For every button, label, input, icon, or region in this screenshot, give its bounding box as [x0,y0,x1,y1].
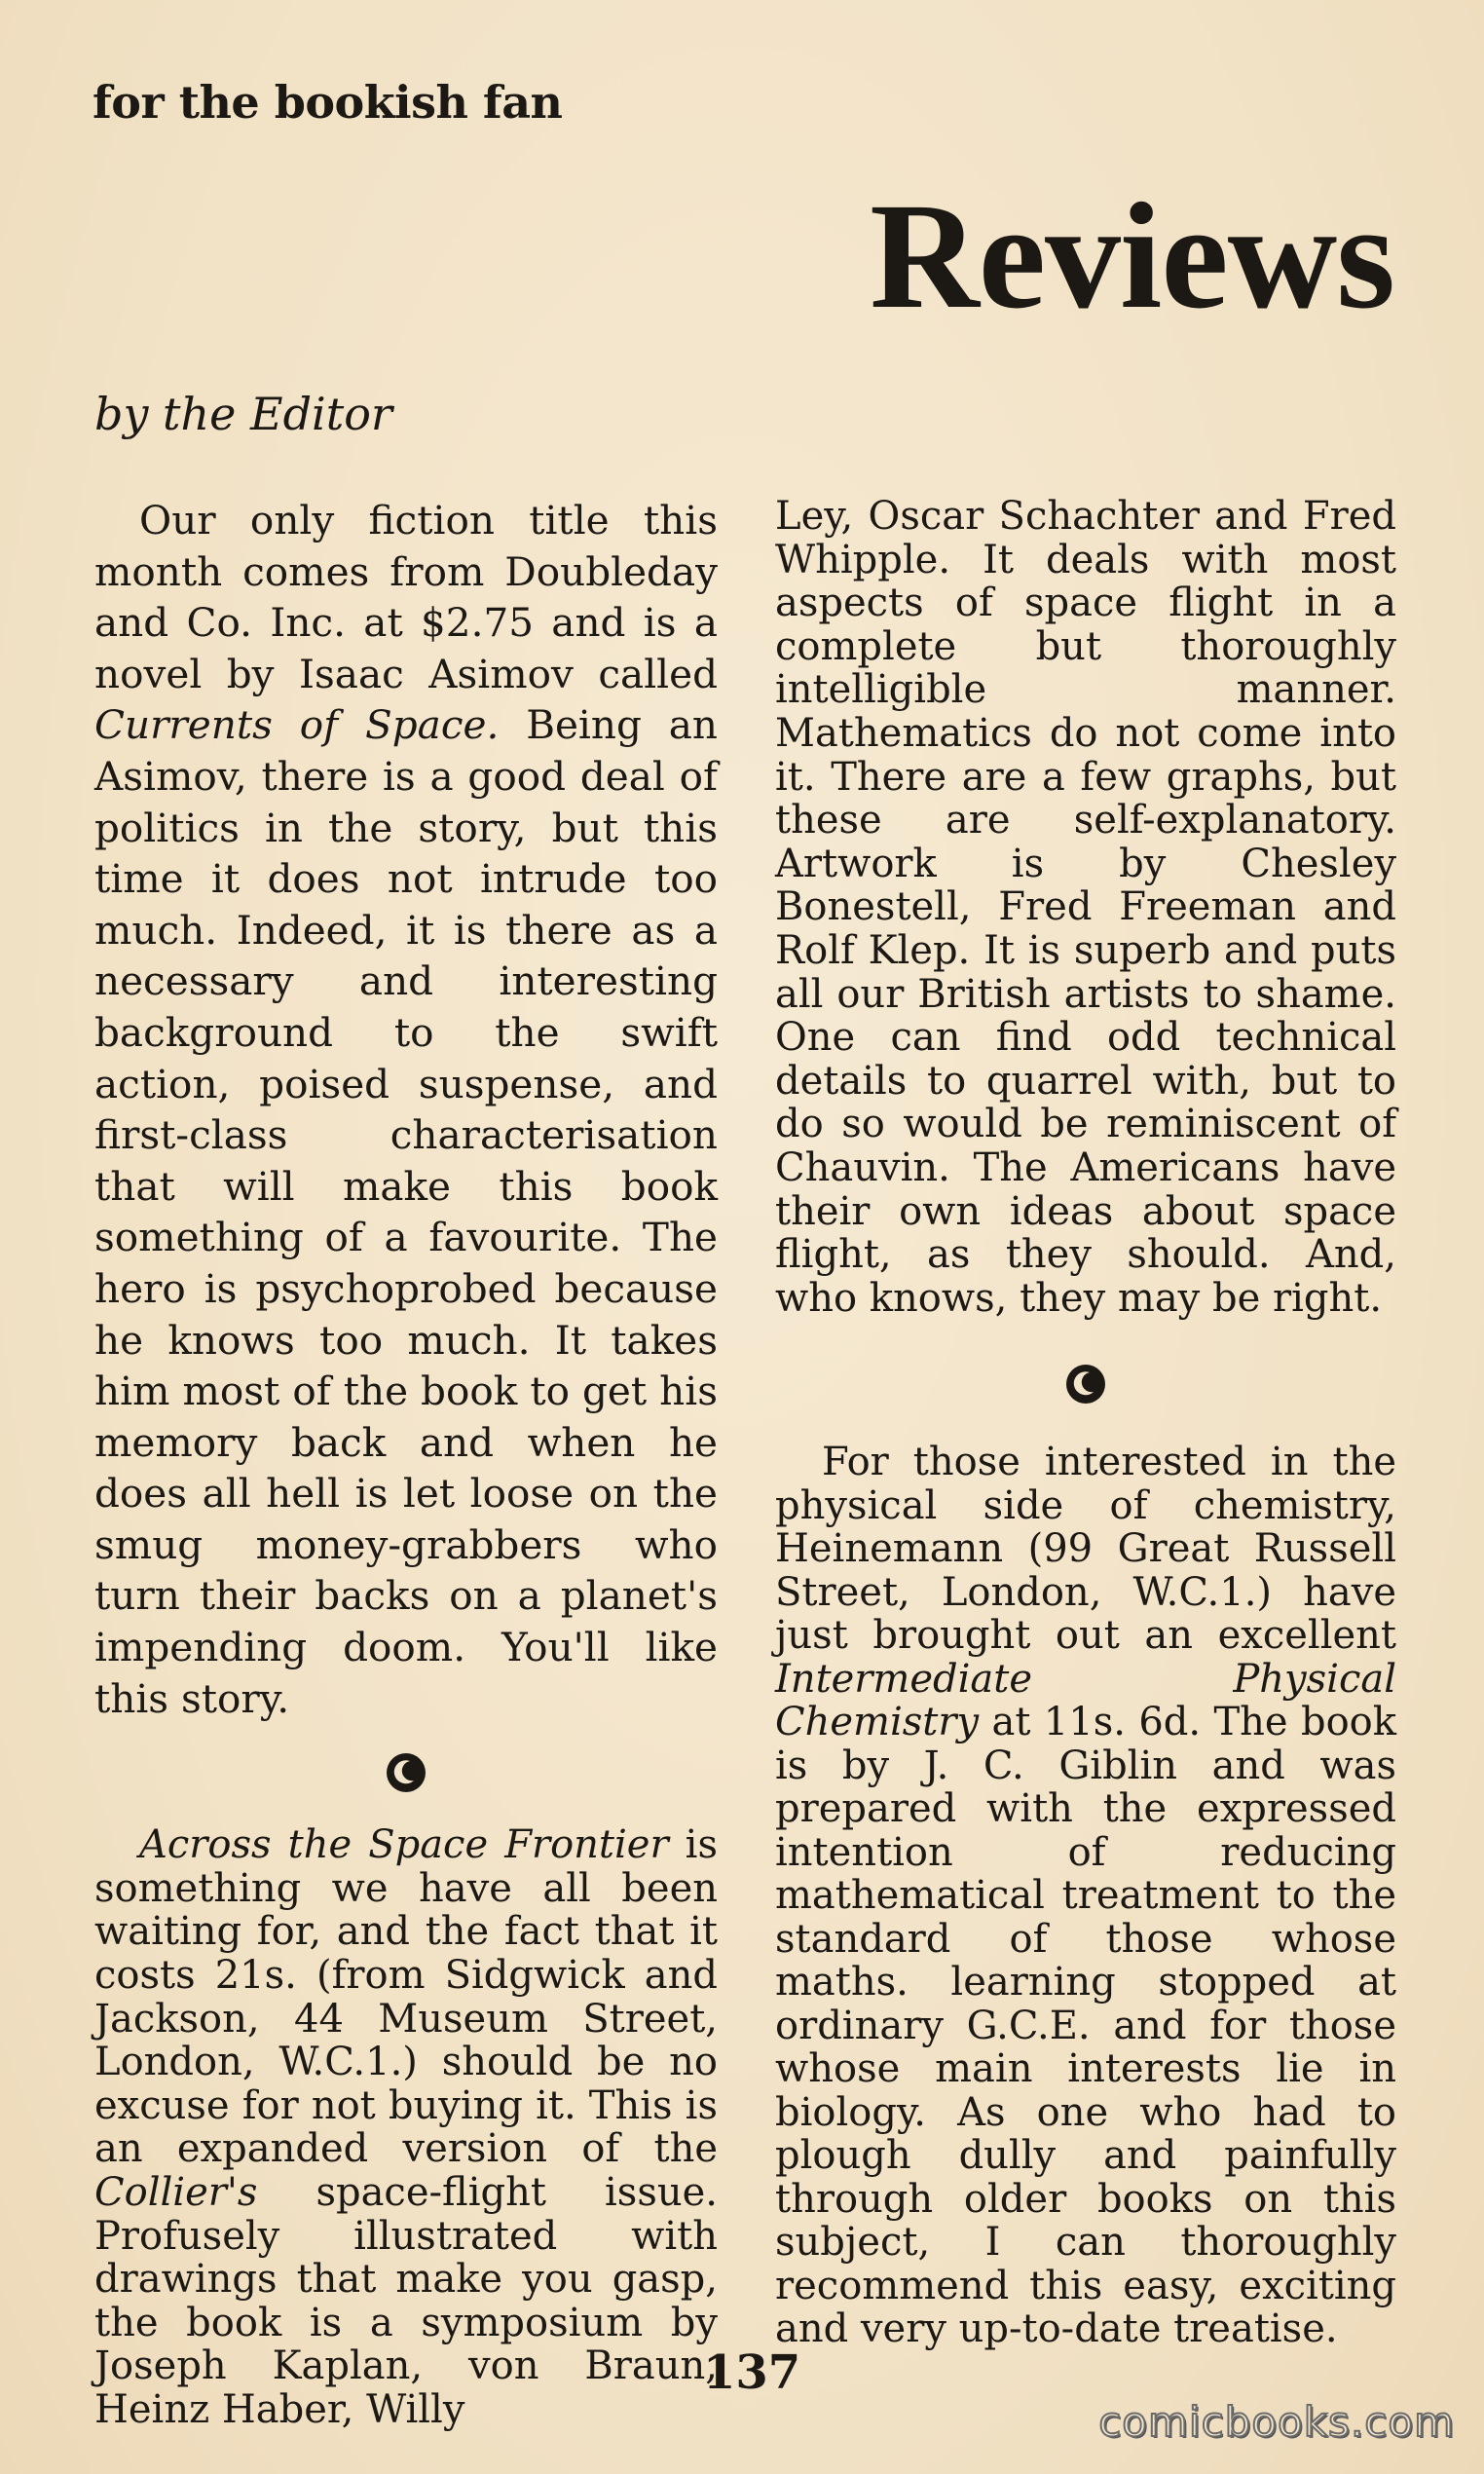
byline: by the Editor [94,388,392,440]
section-label: for the bookish fan [93,76,563,129]
book-title: Intermediate Physical Chemistry [775,1656,1396,1745]
review-text: Being an Asimov, there is a good deal of politics in the story, but this time it does not intrude too much. Indeed, it is there as a necessary and interesting background to the swift action, poised suspense, and first-class characterisation that will make this book something of a favourite. The hero is psychoprobed because he knows too much. It takes him most of the book to get his memory back and when he does all hell is let loose on the smug money-grabbers who turn their backs on a planet's impending doom. You'll like this story. [94,701,718,1722]
book-title: Across the Space Frontier [139,1822,669,1868]
review-across-the-space-frontier-cont: Ley, Oscar Schachter and Fred Whipple. It deals with most aspects of space flight in a complete but thoroughly intelligible manner. Mathematics do not come into it. There are a few graphs, but these are self-explanatory. Artwork is by Chesley Bonestell, Fred Freeman and Rolf Klep. It is superb and puts all our British artists to shame. One can find odd technical details to quarrel with, but to do so would be reminiscent of Chauvin. The Americans have their own ideas about space flight, as they should. And, who knows, they may be right. [775,494,1396,1321]
section-ornament [775,1363,1396,1406]
page-title: Reviews [870,171,1394,340]
review-intermediate-physical-chemistry [775,1441,1396,2351]
review-text: is something we have all been waiting for, and the fact that it costs 21s. (from Sidgwick and Jackson, 44 Museum Street, London, W.C.1.) should be no excuse for not buying it. This is an expanded version of the [94,1822,718,2172]
page-number: 137 [703,2345,801,2400]
left-column [94,495,718,2432]
crescent-moon-icon [385,1751,427,1794]
review-text: at 11s. 6d. The book is by J. C. Giblin and was prepared with the expressed intention of reducing mathematical treatment to the standard of those whose maths. learning stopped at ordinary G.C.E. and for those whose main interests lie in biology. As one who had to plough dully and painfully through older books on this subject, I can thoroughly recommend this easy, exciting and very up-to-date treatise. [775,1700,1396,2352]
review-text: space-flight issue. Profusely illustrated with drawings that make you gasp, the book is a symposium by Joseph Kaplan, von Braun, Heinz Haber, Willy [94,2170,718,2432]
book-title: Currents of Space. [94,701,500,749]
section-ornament [94,1751,718,1794]
review-across-the-space-frontier [94,1823,718,2431]
review-text: Our only fiction title this month comes from Doubleday and Co. Inc. at $2.75 and is a novel by Isaac Asimov called [94,497,718,697]
right-column [775,495,1396,2351]
crescent-moon-icon [1064,1363,1107,1406]
magazine-title: Collier's [94,2170,258,2215]
review-currents-of-space [94,495,718,1724]
review-text: For those interested in the physical side of chemistry, Heinemann (99 Great Russell Street, London, W.C.1.) have just brought out an excellent [775,1440,1396,1659]
watermark: comicbooks.com [1098,2398,1455,2446]
